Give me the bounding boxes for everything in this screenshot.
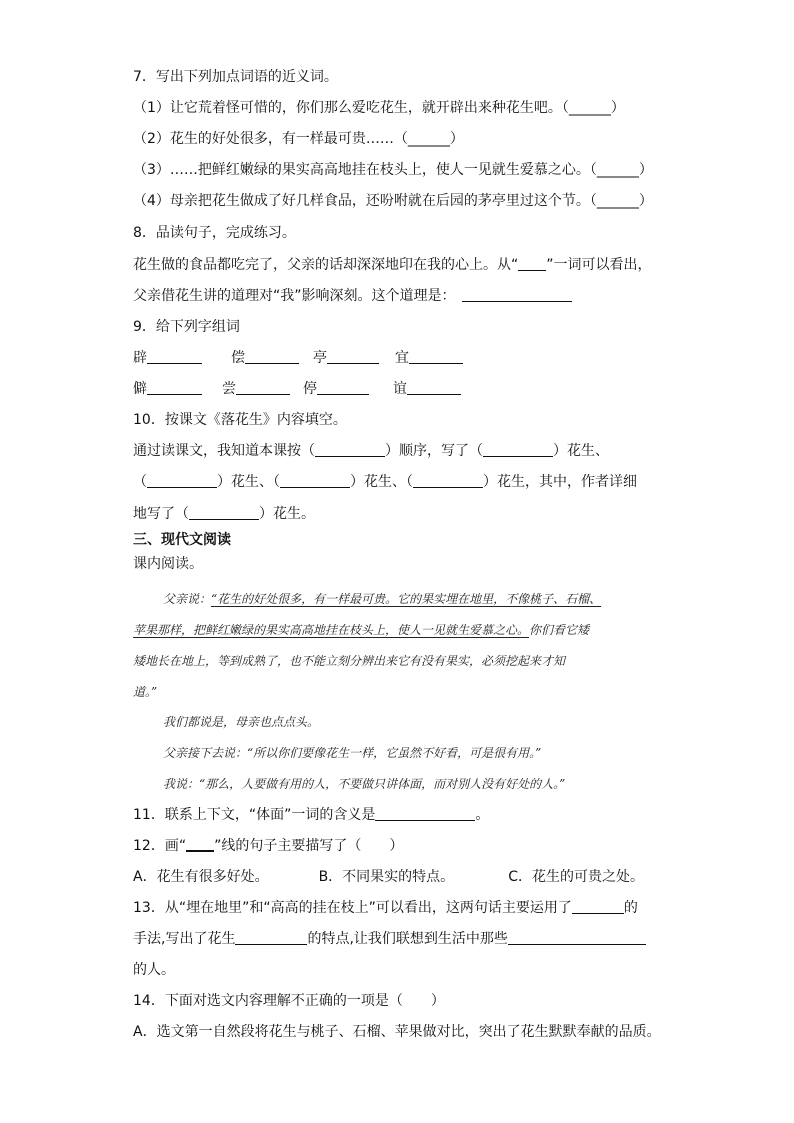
passage-text: 父亲说： [163,592,212,606]
option-a[interactable]: A．花生有很多好处。 [133,869,269,885]
q7-item-text: （4）母亲把花生做成了好几样食品，还吩咐就在后园的茅亭里过这个节。 [133,193,590,209]
answer-blank[interactable] [189,505,259,520]
answer-blank[interactable]: （______） [561,100,625,116]
answer-blank[interactable] [245,349,299,364]
q9-row-2 [133,379,461,399]
answer-blank[interactable] [572,899,624,914]
answer-blank[interactable] [508,930,646,945]
passage-paragraph-4: 我说：“那么，人要做有用的人，不要做只讲体面，而对别人没有好处的人。” [163,777,566,791]
q11-text: 11．联系上下文，“体面”一词的含义是 [133,807,376,823]
answer-blank[interactable] [327,349,379,364]
char: 亭 [313,350,327,366]
passage-paragraph-2: 我们都说是，母亲也点点头。 [163,715,320,729]
q10-text: ）顺序，写了（ [385,443,483,459]
answer-blank[interactable] [280,473,350,488]
q9-title: 9．给下列字组词 [133,319,240,335]
answer-blank[interactable] [317,380,369,395]
answer-blank[interactable] [413,473,483,488]
q13-text: 13．从“埋在地里”和“高高的挂在枝上”可以看出，这两句话主要运用了 [133,900,572,916]
answer-blank[interactable]: （______） [393,131,464,147]
answer-blank[interactable] [147,349,202,364]
q13-line-2 [133,929,646,949]
char: 谊 [393,381,407,397]
answer-blank[interactable] [147,473,217,488]
q7-item-3 [133,160,653,180]
q8-line-1 [133,255,652,275]
answer-blank[interactable] [407,380,461,395]
q7-item-2 [133,129,464,149]
q11 [133,805,489,825]
q7-item-text: （2）花生的好处很多，有一样最可贵…… [133,131,394,147]
char: 尝 [222,381,236,397]
q8-line-2 [133,286,572,306]
q12-text: 12．画“ [133,838,187,854]
q8-text: ”一词可以看出， [546,257,652,273]
q10-text: ）花生、（ [217,474,280,490]
passage-line-4: 道。” [133,685,158,699]
q7-item-1 [133,98,625,118]
q10-line-2 [133,472,637,492]
q10-text: 地写了（ [133,506,189,522]
q12 [133,836,403,856]
q7-title: 7．写出下列加点词语的近义词。 [133,69,338,85]
q14-title: 14．下面对选文内容理解不正确的一项是（ ） [133,993,445,1009]
answer-blank[interactable] [315,442,385,457]
answer-blank[interactable] [147,380,202,395]
section-title: 三、现代文阅读 [133,532,231,548]
q8-text: 父亲借花生讲的道理对“我”影响深刻。这个道理是： [133,288,456,304]
q10-text: 通过读课文，我知道本课按（ [133,443,315,459]
q10-text: ）花生，其中，作者详细 [483,474,637,490]
char: 停 [303,381,317,397]
answer-blank[interactable] [375,806,475,821]
q13-line-3: 的人。 [133,962,175,978]
passage-line-2 [133,620,589,640]
passage-paragraph-3: 父亲接下去说：“所以你们要像花生一样，它虽然不好看，可是很有用。” [163,746,542,760]
option-c[interactable]: C．花生的可贵之处。 [508,869,644,885]
q14-option-a[interactable]: A．选文第一自然段将花生与桃子、石榴、苹果做对比，突出了花生默默奉献的品质。 [133,1024,661,1040]
section-subtitle: 课内阅读。 [133,556,203,572]
underlined-sentence: “花生的好处很多，有一样最可贵。它的果实埋在地里，不像桃子、石榴、 [211,592,602,606]
char: 辟 [133,350,147,366]
q10-text: ）花生。 [259,506,315,522]
underlined-sentence: 苹果那样，把鲜红嫩绿的果实高高地挂在枝头上，使人一见就生爱慕之心。 [133,623,530,637]
answer-blank[interactable] [236,380,290,395]
q7-item-text: （3）……把鲜红嫩绿的果实高高地挂在枝头上，使人一见就生爱慕之心。 [133,162,590,178]
char: 僻 [133,381,147,397]
q13-text: 的特点,让我们联想到生活中那些 [307,931,508,947]
answer-blank[interactable]: （______） [589,193,653,209]
underline-sample [186,836,214,852]
q10-text: ）花生、 [553,443,609,459]
q10-line-3 [133,504,315,524]
q7-item-text: （1）让它荒着怪可惜的，你们那么爱吃花生，就开辟出来种花生吧。 [133,100,562,116]
option-b[interactable]: B．不同果实的特点。 [318,869,455,885]
answer-blank[interactable] [483,442,553,457]
q13-line-1 [133,898,638,918]
q10-line-1 [133,441,609,461]
q10-text: ）花生、（ [350,474,413,490]
passage-line-3: 矮地长在地上，等到成熟了，也不能立刻分辨出来它有没有果实，必须挖起来才知 [133,654,566,668]
passage-text: 你们看它矮 [529,623,590,637]
char: 宜 [395,350,409,366]
q10-title: 10．按课文《落花生》内容填空。 [133,412,347,428]
answer-blank[interactable]: （______） [589,162,653,178]
q13-text: 的 [623,900,638,916]
q12-text: ”线的句子主要描写了（ ） [214,838,404,854]
q11-text: 。 [475,807,490,823]
q7-item-4 [133,191,653,211]
q9-row-1 [133,348,463,368]
answer-blank[interactable] [409,349,463,364]
answer-blank[interactable] [235,930,307,945]
q12-options [133,867,644,887]
passage-line-1 [163,589,601,609]
char: 偿 [231,350,245,366]
q8-text: 花生做的食品都吃完了，父亲的话却深深地印在我的心上。从“ [133,257,519,273]
q10-text: （ [133,474,147,490]
q8-title: 8．品读句子，完成练习。 [133,225,296,241]
answer-blank[interactable] [462,287,572,302]
q13-text: 手法,写出了花生 [133,931,236,947]
answer-blank[interactable] [518,256,546,271]
